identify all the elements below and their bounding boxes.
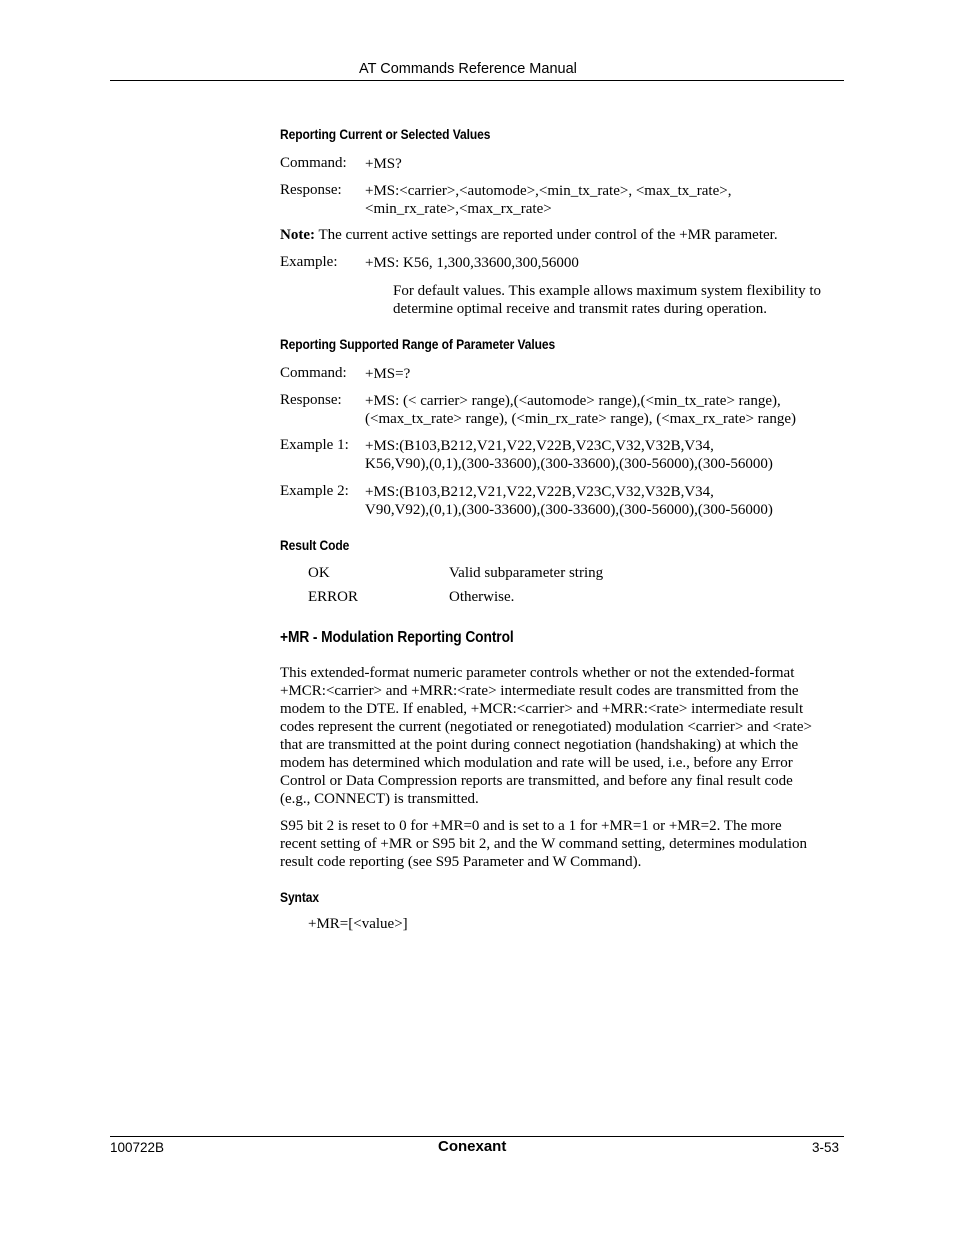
result-code: ERROR <box>308 589 359 605</box>
note-label: Note: <box>280 227 315 243</box>
line: +MS:(B103,B212,V21,V22,V22B,V23C,V32,V32B,V34, <box>365 438 714 454</box>
syntax-heading: Syntax <box>280 889 319 905</box>
response-value <box>365 182 731 218</box>
line: +MS:(B103,B212,V21,V22,V22B,V23C,V32,V32B,V34, <box>365 484 714 500</box>
section-heading: Result Code <box>280 537 350 553</box>
section-heading: Reporting Current or Selected Values <box>280 126 491 142</box>
doc-number: 100722B <box>110 1140 165 1155</box>
line: <min_rx_rate>,<max_rx_rate> <box>365 201 552 217</box>
footer-rule <box>110 1136 844 1137</box>
command-value: +MS=? <box>365 366 411 382</box>
line: +MS:<carrier>,<automode>,<min_tx_rate>, <max_tx_rate>, <box>365 183 732 199</box>
response-value <box>365 392 796 428</box>
example1-value <box>365 437 773 473</box>
command-value: +MS? <box>365 156 402 172</box>
line: recent setting of +MR or S95 bit 2, and the W command setting, determines modulation <box>280 836 807 852</box>
result-description: Valid subparameter string <box>449 565 604 581</box>
header-rule <box>110 80 844 81</box>
line: that are transmitted at the point during connect negotiation (handshaking) at which the <box>280 737 799 753</box>
line: V90,V92),(0,1),(300-33600),(300-33600),(300-56000),(300-56000) <box>365 502 773 518</box>
response-label: Response: <box>280 392 342 408</box>
section-heading: Reporting Supported Range of Parameter Values <box>280 336 556 352</box>
line: determine optimal receive and transmit rates during operation. <box>393 301 768 317</box>
example1-label: Example 1: <box>280 437 349 453</box>
running-header: AT Commands Reference Manual <box>359 61 577 77</box>
description-paragraph <box>280 817 842 871</box>
command-heading: +MR - Modulation Reporting Control <box>280 629 514 646</box>
line: (<max_tx_rate> range), (<min_rx_rate> range), (<max_rx_rate> range) <box>365 411 796 427</box>
line: +MS: (< carrier> range),(<automode> range),(<min_tx_rate> range), <box>365 393 781 409</box>
description-paragraph <box>280 664 842 808</box>
response-label: Response: <box>280 182 342 198</box>
command-label: Command: <box>280 365 347 381</box>
result-description: Otherwise. <box>449 589 515 605</box>
command-label: Command: <box>280 155 347 171</box>
line: (e.g., CONNECT) is transmitted. <box>280 791 479 807</box>
example-label: Example: <box>280 254 338 270</box>
note-text: The current active settings are reported under control of the +MR parameter. <box>314 227 778 243</box>
line: modem to the DTE. If enabled, +MCR:<carrier> and +MRR:<rate> intermediate result <box>280 701 804 717</box>
page-number: 3-53 <box>812 1140 840 1155</box>
line: modem has determined which modulation and rate will be used, i.e., before any Error <box>280 755 793 771</box>
syntax-value: +MR=[<value>] <box>308 916 408 932</box>
line: S95 bit 2 is reset to 0 for +MR=0 and is set to a 1 for +MR=1 or +MR=2. The more <box>280 818 782 834</box>
example-value: +MS: K56, 1,300,33600,300,56000 <box>365 255 579 271</box>
result-code: OK <box>308 565 330 581</box>
example-description <box>393 282 821 318</box>
line: K56,V90),(0,1),(300-33600),(300-33600),(300-56000),(300-56000) <box>365 456 773 472</box>
line: codes represent the current (negotiated or renegotiated) modulation <carrier> and <rate> <box>280 719 812 735</box>
company-name: Conexant <box>438 1138 507 1155</box>
line: For default values. This example allows maximum system flexibility to <box>393 283 821 299</box>
line: This extended-format numeric parameter controls whether or not the extended-format <box>280 665 795 681</box>
note <box>280 227 778 244</box>
line: +MCR:<carrier> and +MRR:<rate> intermediate result codes are transmitted from the <box>280 683 799 699</box>
example2-label: Example 2: <box>280 483 349 499</box>
line: result code reporting (see S95 Parameter and W Command). <box>280 854 642 870</box>
example2-value <box>365 483 773 519</box>
line: Control or Data Compression reports are transmitted, and before any final result code <box>280 773 793 789</box>
